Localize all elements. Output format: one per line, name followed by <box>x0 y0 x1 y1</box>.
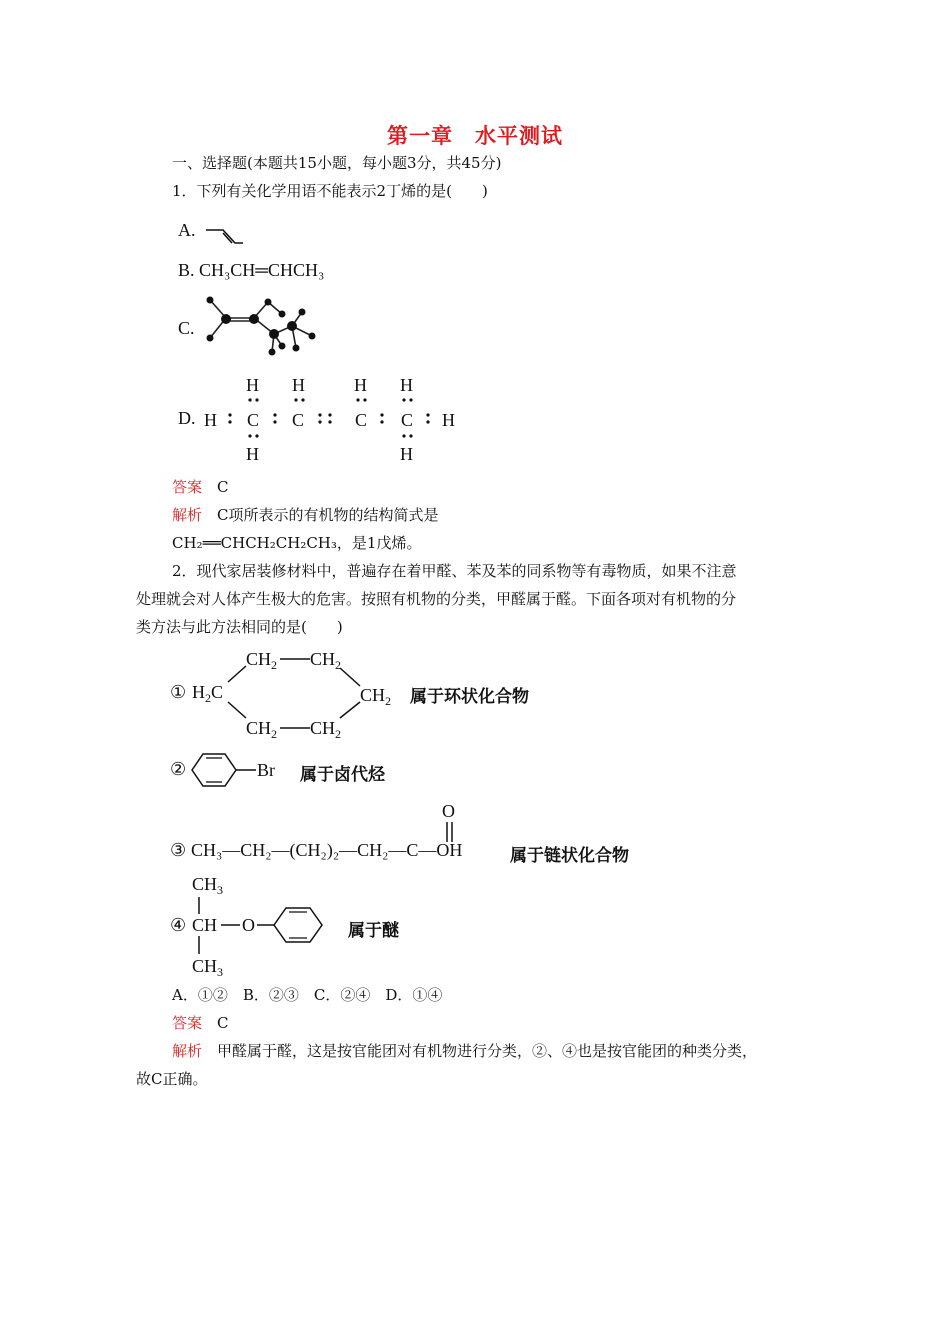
svg-text:Br: Br <box>257 760 275 780</box>
q2-item3-number: ③ <box>170 840 187 860</box>
q2-item3-formula: CH₃—CH₂—(CH₂)₂—CH₂—C—OH <box>191 840 463 860</box>
svg-text:H: H <box>292 375 305 395</box>
q2-item1-number: ① <box>170 682 187 702</box>
q1-option-a-label: A. <box>178 220 196 240</box>
svg-text:H: H <box>400 375 413 395</box>
svg-text:H: H <box>354 375 367 395</box>
svg-text:C: C <box>247 410 260 430</box>
q1-stem: 1．下列有关化学用语不能表示2丁烯的是( ) <box>172 182 488 200</box>
q2-analysis-line-1: 甲醛属于醛，这是按官能团对有机物进行分类，②、④也是按官能团的种类分类， <box>217 1042 758 1060</box>
svg-text:CH3: $CH_3$ <box>192 874 224 897</box>
q1-answer-label: 答案 <box>172 478 203 496</box>
section-heading: 一、选择题(本题共15小题，每小题3分，共45分) <box>172 154 502 172</box>
svg-text:H: H <box>246 375 259 395</box>
q2-stem-line-3: 类方法与此方法相同的是( ) <box>136 618 343 636</box>
q2-item3-description: 属于链状化合物 <box>510 846 629 866</box>
q1-analysis-text: C项所表示的有机物的结构简式是 <box>217 506 439 524</box>
q2-analysis-label: 解析 <box>172 1042 203 1060</box>
q2-analysis-line-2: 故C正确。 <box>136 1070 208 1088</box>
svg-text:H: H <box>400 444 413 464</box>
svg-text:C: C <box>401 410 414 430</box>
svg-text:CH3: $CH_3$ <box>192 956 224 979</box>
svg-text:CH2: $CH_2$ <box>310 718 342 740</box>
q2-item4-ether-structure <box>190 872 330 982</box>
q1-option-a-skeletal-formula <box>205 224 245 246</box>
svg-text:O: O <box>442 801 455 821</box>
q1-option-b-formula: B. CH₃CH═CHCH₃ <box>178 260 325 280</box>
svg-text:C: C <box>292 410 305 430</box>
svg-text:H: H <box>204 410 217 430</box>
q2-item4-description: 属于醚 <box>348 921 399 941</box>
q1-option-c-label: C. <box>178 318 195 338</box>
q1-analysis-label: 解析 <box>172 506 203 524</box>
svg-text:CH2: $CH_2$ <box>360 685 392 708</box>
q2-stem-line-2: 处理就会对人体产生极大的危害。按照有机物的分类，甲醛属于醛。下面各项对有机物的分 <box>136 590 737 608</box>
svg-text:O: O <box>242 915 255 935</box>
q1-option-d-label: D. <box>178 408 196 428</box>
q1-answer-value: C <box>217 478 229 496</box>
q2-item2-description: 属于卤代烃 <box>300 765 385 785</box>
svg-text:H2C: $H_2C$ <box>192 682 224 705</box>
q2-item2-number: ② <box>170 759 187 779</box>
q1-option-c-ball-stick-model <box>204 294 324 360</box>
q2-item1-description: 属于环状化合物 <box>410 687 529 707</box>
svg-text:H: H <box>442 410 455 430</box>
svg-text:H: H <box>246 444 259 464</box>
svg-text:CH2: $CH_2$ <box>246 649 278 672</box>
svg-text:CH2: $CH_2$ <box>310 649 342 672</box>
q2-item3-carbonyl-oxygen <box>440 800 460 844</box>
q1-option-d-electron-formula <box>200 372 465 464</box>
svg-text:CH2: $CH_2$ <box>246 718 278 740</box>
q2-item2-bromobenzene-structure <box>188 750 296 790</box>
svg-text:CH: CH <box>192 915 218 935</box>
q2-stem-line-1: 2．现代家居装修材料中，普遍存在着甲醛、苯及苯的同系物等有毒物质，如果不注意 <box>172 562 737 580</box>
svg-text:C: C <box>355 410 368 430</box>
q2-item1-cyclohexane-structure <box>190 646 405 740</box>
q2-item4-number: ④ <box>170 915 187 935</box>
q1-analysis-formula: CH₂══CHCH₂CH₂CH₃，是1戊烯。 <box>172 534 422 552</box>
q2-choices: A．①② B．②③ C．②④ D．①④ <box>172 986 443 1004</box>
q2-answer-label: 答案 <box>172 1014 203 1032</box>
q2-answer-row <box>172 1012 229 1034</box>
q1-analysis-row <box>172 504 439 526</box>
q2-answer-value: C <box>217 1014 229 1032</box>
q1-answer-row <box>172 476 229 498</box>
page-title: 第一章 水平测试 <box>387 123 563 148</box>
q2-analysis-row <box>172 1040 757 1062</box>
